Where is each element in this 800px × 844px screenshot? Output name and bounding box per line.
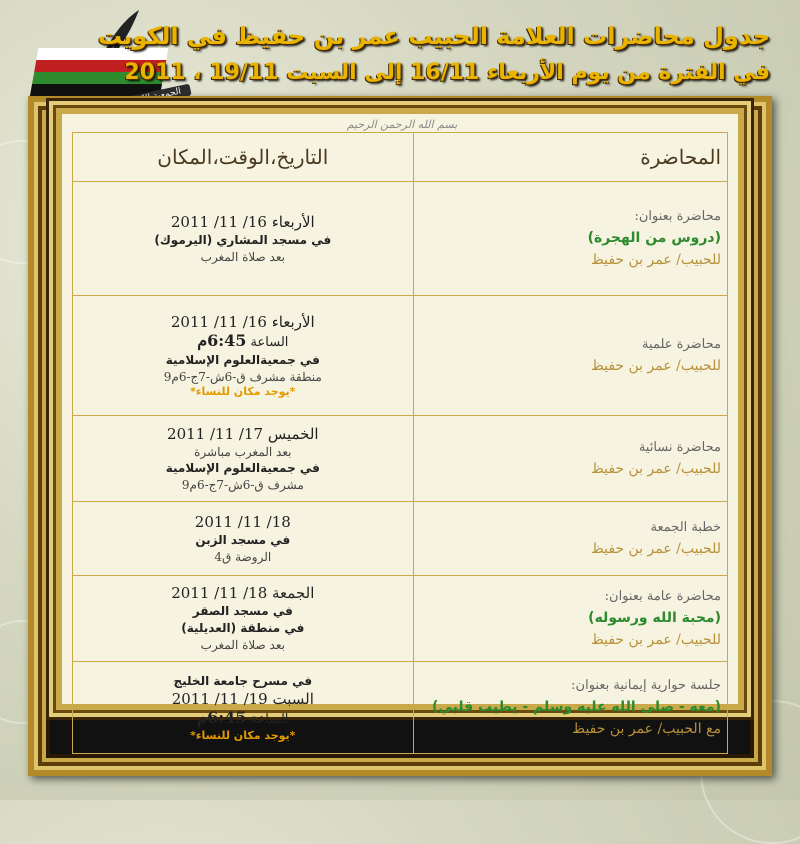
women-note: *يوجد مكان للنساء*	[190, 384, 296, 398]
lecture-place: في مسجد الصقر	[192, 604, 293, 618]
lecture-time: بعد صلاة المغرب	[200, 638, 285, 652]
lecture-date: 18/ 11/ 2011	[194, 512, 291, 531]
lecture-type: محاضرة نسائية	[638, 439, 721, 455]
lecture-title: (محبة الله ورسوله)	[588, 609, 721, 626]
time-value: 6:45م	[197, 707, 247, 727]
lecture-address: منطقة مشرف ق-6ش-7ج-6م9	[163, 369, 322, 384]
basmala: بسم الله الرحمن الرحيم	[346, 118, 458, 131]
page-subtitle: في الفترة من يوم الأربعاء 16/11 إلى السبت 19/11 ، 2011	[124, 60, 770, 85]
lecture-place: في جمعيةالعلوم الإسلامية	[165, 460, 320, 475]
datetime-cell	[73, 182, 414, 296]
lecture-type: محاضرة بعنوان:	[634, 208, 721, 224]
table-row	[73, 576, 728, 662]
schedule-panel	[56, 108, 744, 742]
lecture-cell	[413, 416, 727, 502]
lecture-speaker: مع الحبيب/ عمر بن حفيظ	[572, 720, 721, 737]
lecture-time	[79, 709, 407, 729]
lecture-cell	[413, 576, 727, 662]
table-row	[73, 662, 728, 754]
lecture-place: في مسرح جامعة الخليج	[173, 673, 313, 688]
column-header-lecture: المحاضرة	[413, 133, 727, 182]
lecture-time	[79, 332, 407, 352]
datetime-cell	[73, 502, 414, 576]
lecture-type: محاضرة علمية	[642, 336, 721, 352]
lecture-cell	[413, 662, 727, 754]
lecture-date: الأربعاء 16/ 11/ 2011	[170, 312, 315, 331]
time-label: الساعة	[250, 334, 289, 350]
lecture-time: بعد صلاة المغرب	[200, 249, 285, 264]
table-header-row	[73, 133, 728, 182]
page-title: جدول محاضرات العلامة الحبيب عمر بن حفيظ في الكويت	[97, 22, 770, 50]
table-row	[73, 182, 728, 296]
lecture-title: (دروس من الهجرة)	[587, 229, 721, 246]
time-label: الساعة	[250, 711, 289, 727]
lecture-date: الأربعاء 16/ 11/ 2011	[170, 212, 315, 231]
lecture-title: (معه - صلى الله عليه وسلم - يطيب قلبي)	[432, 698, 721, 715]
lecture-type: خطبة الجمعة	[650, 519, 721, 535]
lecture-address: مشرف ق-6ش-7ج-6م9	[181, 477, 304, 492]
lecture-address: في منطقة (العديلية)	[181, 621, 305, 635]
table-row	[73, 502, 728, 576]
lecture-speaker: للحبيب/ عمر بن حفيظ	[590, 631, 721, 648]
time-value: 6:45م	[197, 330, 247, 350]
lecture-date: السبت 19/ 11/ 2011	[171, 689, 314, 708]
datetime-cell	[73, 416, 414, 502]
table-row	[73, 416, 728, 502]
lecture-speaker: للحبيب/ عمر بن حفيظ	[590, 540, 721, 557]
lecture-speaker: للحبيب/ عمر بن حفيظ	[590, 460, 721, 477]
datetime-cell	[73, 662, 414, 754]
lecture-speaker: للحبيب/ عمر بن حفيظ	[590, 357, 721, 374]
lecture-cell	[413, 182, 727, 296]
lecture-cell	[413, 296, 727, 416]
lecture-cell	[413, 502, 727, 576]
lecture-time: بعد المغرب مباشرة	[194, 444, 292, 459]
lecture-type: جلسة حوارية إيمانية بعنوان:	[571, 677, 721, 693]
lecture-date: الخميس 17/ 11/ 2011	[167, 424, 319, 443]
table-row	[73, 296, 728, 416]
lecture-place: في مسجد المشاري (اليرموك)	[154, 232, 332, 247]
lecture-place: في مسجد الزبن	[195, 532, 291, 547]
lecture-type: محاضرة عامة بعنوان:	[604, 588, 721, 604]
column-header-datetime: التاريخ،الوقت،المكان	[73, 133, 414, 182]
datetime-cell	[73, 576, 414, 662]
lecture-address: الروضة ق4	[214, 549, 272, 564]
schedule-table	[72, 132, 728, 754]
lecture-date: الجمعة 18/ 11/ 2011	[171, 584, 315, 602]
lecture-speaker: للحبيب/ عمر بن حفيظ	[590, 251, 721, 268]
women-note: *يوجد مكان للنساء*	[190, 728, 296, 742]
datetime-cell	[73, 296, 414, 416]
lecture-place: في جمعيةالعلوم الإسلامية	[165, 352, 320, 367]
